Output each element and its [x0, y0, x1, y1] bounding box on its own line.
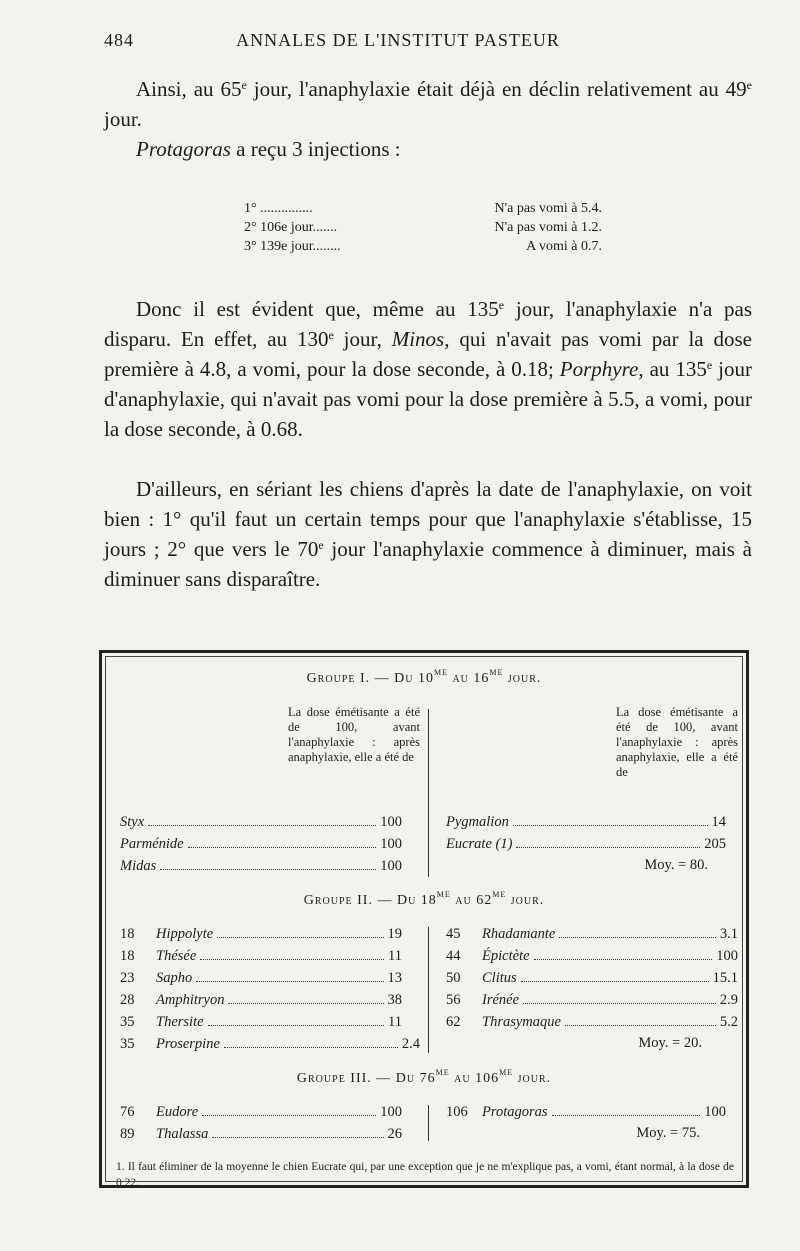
dog-name: Protagoras [136, 137, 231, 161]
day-number: 18 [120, 948, 135, 964]
superscript: me [435, 1064, 450, 1078]
day-number: 76 [120, 1104, 135, 1120]
paragraph-1-text-c: jour. [104, 107, 142, 131]
group-average: Moy. = 20. [638, 1035, 702, 1051]
table-row [120, 967, 402, 989]
table-row [446, 967, 738, 989]
results-table [99, 650, 749, 1188]
dose-value: 100 [380, 858, 402, 874]
group-title-text: Groupe III. — Du 76 [296, 1071, 436, 1086]
paragraph-1 [104, 74, 752, 134]
table-row [120, 1123, 402, 1145]
day-number: 35 [120, 1014, 135, 1030]
dog-name: Hippolyte [156, 926, 214, 942]
paragraph-3-text: jour d'anaphylaxie, qui n'avait pas vomi pour la dose première à 5.5, a vomi, pour la dose seconde, à 0.68. [104, 357, 752, 441]
table-row [446, 811, 726, 833]
dog-name: Thersite [156, 1014, 204, 1030]
injections-list [244, 199, 602, 256]
leader-dots [188, 847, 377, 848]
superscript: e [328, 328, 334, 342]
paragraph-1-text-b: jour, l'anaphylaxie était déjà en déclin relativement au 49 [246, 77, 747, 101]
dose-value: 100 [380, 1104, 402, 1120]
dose-value: 100 [380, 836, 402, 852]
table-row [120, 989, 402, 1011]
dog-name: Pygmalion [446, 814, 509, 830]
paragraph-2-text: a reçu 3 injections : [230, 137, 401, 161]
superscript: me [433, 664, 448, 678]
superscript: e [241, 78, 247, 92]
day-number: 28 [120, 992, 135, 1008]
leader-dots [523, 1003, 716, 1004]
superscript: e [498, 298, 505, 312]
dog-name: Rhadamante [482, 926, 556, 942]
injection-label: 1° ............... [244, 201, 313, 216]
column-divider [428, 709, 429, 877]
paragraph-1-text-a: Ainsi, au 65 [136, 77, 242, 101]
dog-name: Minos [391, 327, 445, 351]
leader-dots [516, 847, 700, 848]
dog-name: Porphyre [559, 357, 639, 381]
group-title-text: Groupe I. — Du 10 [306, 671, 434, 686]
group-average: Moy. = 80. [644, 857, 708, 873]
dog-name: Clitus [482, 970, 517, 986]
table-row [446, 1011, 738, 1033]
paragraph-4 [104, 474, 752, 594]
table-row [446, 923, 738, 945]
dog-name: Sapho [156, 970, 193, 986]
paragraph-4-text: jour l'anaphylaxie commence à diminuer, mais à diminuer sans disparaître. [104, 537, 752, 591]
column-header-note-left: La dose émétisante a été de 100, avant l'anaphylaxie : après anaphylaxie, elle a été de [288, 705, 420, 764]
dose-value: 3.1 [719, 926, 738, 942]
table-row [446, 945, 738, 967]
paragraph-3-text: jour, [333, 327, 392, 351]
dose-value: 100 [380, 814, 402, 830]
superscript: e [746, 78, 752, 92]
leader-dots [513, 825, 708, 826]
table-row [446, 989, 738, 1011]
dose-value: 100 [704, 1104, 726, 1120]
group-3-title [102, 1064, 746, 1087]
group-1-title [102, 664, 746, 687]
leader-dots [552, 1115, 701, 1116]
day-number: 89 [120, 1126, 135, 1142]
column-header-note-right: La dose émétisante a été de 100, avant l'anaphylaxie : après anaphylaxie, elle a été de [616, 705, 738, 779]
day-number: 45 [446, 926, 461, 942]
injection-result: A vomi à 0.7. [526, 239, 602, 254]
dose-value: 13 [387, 970, 402, 986]
paragraph-4-text: D'ailleurs, en sériant les chiens d'après la date de l'anaphylaxie, on voit bien : 1° qu'il faut un certain temps pour que l'anaphylaxie s'établisse, 15 jours ; 2° que vers le 70 [104, 477, 752, 561]
paragraph-3-text: , au 135 [638, 357, 707, 381]
leader-dots [196, 981, 383, 982]
injection-label: 2° 106e jour....... [244, 220, 338, 235]
dog-name: Parménide [120, 836, 184, 852]
column-divider [428, 1105, 429, 1141]
day-number: 44 [446, 948, 461, 964]
injection-row [244, 199, 602, 218]
injection-label: 3° 139e jour........ [244, 239, 341, 254]
injection-row [244, 218, 602, 237]
group-average: Moy. = 75. [636, 1125, 700, 1141]
dog-name: Thésée [156, 948, 197, 964]
group-title-text: jour. [506, 893, 545, 908]
page-number: 484 [104, 30, 134, 50]
leader-dots [224, 1047, 398, 1048]
table-row [120, 1101, 402, 1123]
column-divider [428, 927, 429, 1053]
dose-value: 205 [704, 836, 726, 852]
leader-dots [160, 869, 376, 870]
dose-value: 2.4 [401, 1036, 420, 1052]
paragraph-3-text: Donc il est évident que, même au 135 [136, 297, 499, 321]
leader-dots [202, 1115, 376, 1116]
day-number: 23 [120, 970, 135, 986]
group-title-text: jour. [503, 671, 542, 686]
paragraph-3-text: , qui n'avait pas vomi par la dose première à 4.8, a vomi, pour la dose seconde, à 0.18; [104, 327, 752, 381]
dose-value: 11 [388, 948, 402, 964]
leader-dots [228, 1003, 383, 1004]
dog-name: Protagoras [482, 1104, 548, 1120]
dose-value: 38 [387, 992, 402, 1008]
group-title-text: au 62 [450, 893, 493, 908]
group-title-text: Groupe II. — Du 18 [303, 893, 437, 908]
superscript: me [436, 886, 451, 900]
dog-name: Thrasymaque [482, 1014, 561, 1030]
day-number: 35 [120, 1036, 135, 1052]
paragraph-3-text: jour, l'anaphylaxie n'a pas disparu. En effet, au 130 [104, 297, 753, 351]
injection-row [244, 237, 602, 256]
table-row [120, 1011, 402, 1033]
paragraph-3 [104, 294, 752, 444]
injection-result: N'a pas vomi à 5.4. [494, 201, 602, 216]
leader-dots [212, 1137, 383, 1138]
leader-dots [217, 937, 383, 938]
day-number: 62 [446, 1014, 461, 1030]
table-row [120, 1033, 420, 1055]
superscript: e [318, 538, 324, 552]
group-2-title [102, 886, 746, 909]
dog-name: Irénée [482, 992, 520, 1008]
dose-value: 100 [716, 948, 738, 964]
dose-value: 2.9 [719, 992, 738, 1008]
day-number: 18 [120, 926, 135, 942]
dog-name: Eudore [156, 1104, 199, 1120]
dose-value: 15.1 [712, 970, 738, 986]
dose-value: 26 [387, 1126, 402, 1142]
table-row [120, 833, 402, 855]
table-row [446, 1101, 726, 1123]
group-title-text: au 106 [449, 1071, 500, 1086]
table-row [120, 945, 402, 967]
leader-dots [565, 1025, 716, 1026]
dog-name: Styx [120, 814, 145, 830]
dose-value: 19 [387, 926, 402, 942]
dog-name: Thalassa [156, 1126, 209, 1142]
injection-result: N'a pas vomi à 1.2. [494, 220, 602, 235]
dose-value: 14 [711, 814, 726, 830]
leader-dots [534, 959, 713, 960]
footnote: 1. Il faut éliminer de la moyenne le chien Eucrate qui, par une exception que je ne m'explique pas, a vomi, étant normal, à la dose de 0,22. [116, 1161, 734, 1189]
day-number: 56 [446, 992, 461, 1008]
leader-dots [521, 981, 709, 982]
table-row [446, 833, 726, 855]
group-title-text: au 16 [447, 671, 490, 686]
leader-dots [208, 1025, 385, 1026]
dog-name: Épictète [482, 948, 530, 964]
dog-name: Eucrate (1) [446, 836, 513, 852]
running-header [104, 30, 612, 51]
table-row [120, 855, 402, 877]
table-row [120, 923, 402, 945]
day-number: 106 [446, 1104, 468, 1120]
table-row [120, 811, 402, 833]
superscript: me [492, 886, 507, 900]
leader-dots [200, 959, 384, 960]
superscript: me [489, 664, 504, 678]
superscript: me [499, 1064, 514, 1078]
dose-value: 11 [388, 1014, 402, 1030]
dog-name: Proserpine [156, 1036, 220, 1052]
dose-value: 5.2 [719, 1014, 738, 1030]
superscript: e [706, 358, 713, 372]
dog-name: Midas [120, 858, 157, 874]
running-title: ANNALES DE L'INSTITUT PASTEUR [236, 30, 560, 50]
day-number: 50 [446, 970, 461, 986]
leader-dots [148, 825, 376, 826]
leader-dots [559, 937, 716, 938]
dog-name: Amphitryon [156, 992, 225, 1008]
paragraph-2 [104, 134, 752, 164]
group-title-text: jour. [513, 1071, 552, 1086]
